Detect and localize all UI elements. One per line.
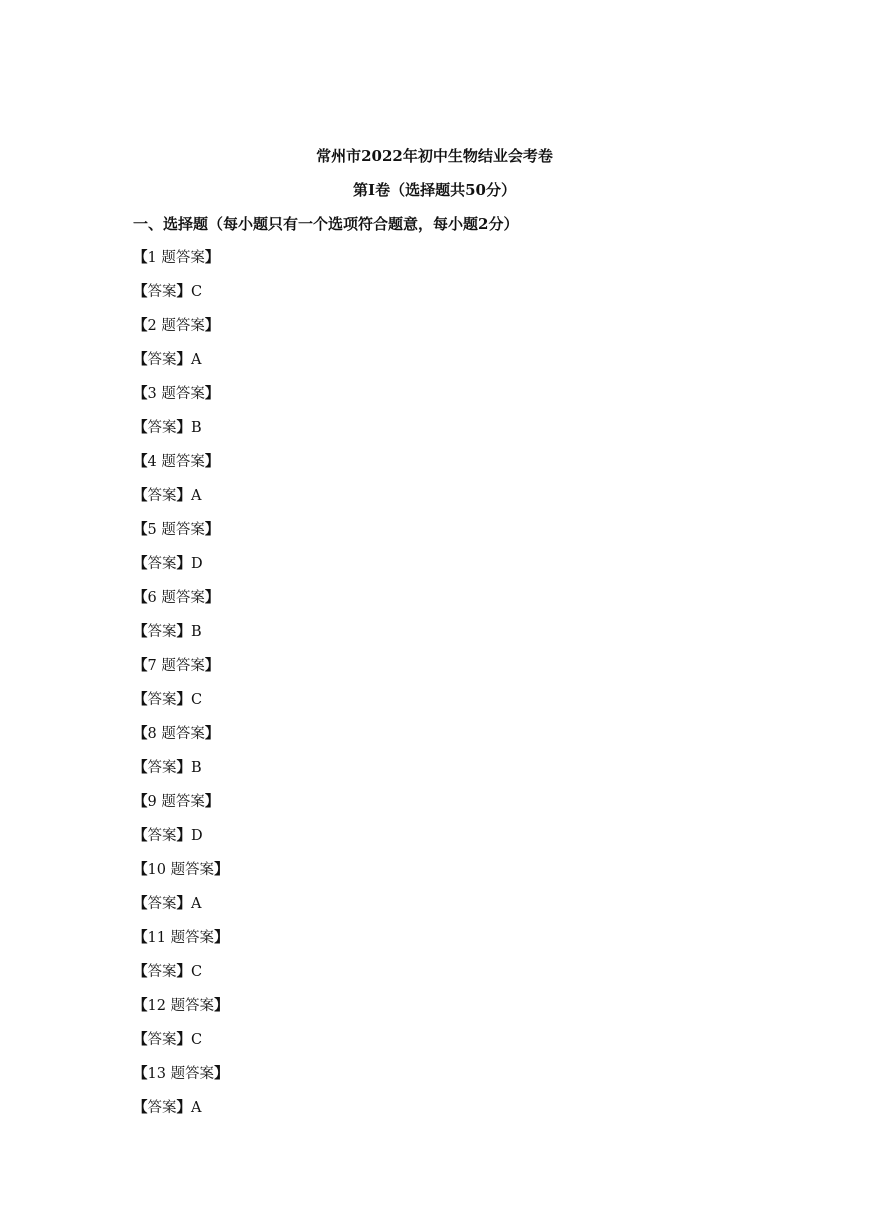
- bracket-close: 】: [176, 351, 191, 368]
- bracket-open: 【: [133, 385, 148, 402]
- bracket-open: 【: [133, 725, 148, 742]
- question-label: 题答案: [161, 522, 205, 538]
- bracket-close: 】: [204, 589, 220, 606]
- answer-value: C: [191, 692, 203, 708]
- question-label: 题答案: [161, 658, 205, 674]
- bracket-open: 【: [133, 929, 148, 946]
- bracket-open: 【: [133, 521, 148, 538]
- question-label: 题答案: [161, 590, 205, 606]
- question-heading-6: [133, 588, 229, 622]
- bracket-close: 】: [204, 249, 220, 266]
- question-label: 题答案: [161, 318, 205, 334]
- bracket-close: 】: [214, 997, 229, 1014]
- answer-value: A: [191, 896, 202, 912]
- answer-label: 答案: [147, 284, 177, 300]
- bracket-close: 】: [176, 419, 191, 436]
- bracket-close: 】: [176, 963, 191, 980]
- bracket-open: 【: [133, 997, 148, 1014]
- question-label: 题答案: [170, 998, 215, 1014]
- answer-value: C: [191, 964, 203, 980]
- page-subtitle: 第Ⅰ卷（选择题共50分）: [353, 181, 516, 199]
- answer-value: C: [191, 284, 203, 300]
- bracket-open: 【: [133, 827, 148, 844]
- answer-label: 答案: [147, 692, 177, 708]
- question-label: 题答案: [170, 862, 215, 878]
- answer-list: [133, 248, 229, 1132]
- bracket-open: 【: [133, 453, 148, 470]
- answer-label: 答案: [147, 760, 177, 776]
- question-label: 题答案: [170, 930, 215, 946]
- question-heading-11: [133, 928, 229, 962]
- bracket-close: 】: [204, 793, 220, 810]
- question-number: 9: [147, 794, 162, 810]
- answer-label: 答案: [147, 624, 177, 640]
- question-label: 题答案: [161, 250, 205, 266]
- bracket-close: 】: [176, 623, 191, 640]
- answer-line-12: [133, 1030, 229, 1064]
- bracket-open: 【: [133, 623, 148, 640]
- question-number: 11: [147, 930, 171, 946]
- bracket-close: 】: [214, 861, 229, 878]
- bracket-close: 】: [176, 759, 191, 776]
- question-heading-10: [133, 860, 229, 894]
- bracket-close: 】: [204, 385, 220, 402]
- bracket-close: 】: [176, 555, 191, 572]
- question-number: 10: [147, 862, 171, 878]
- question-number: 4: [147, 454, 162, 470]
- question-number: 1: [147, 250, 162, 266]
- answer-label: 答案: [147, 896, 177, 912]
- question-number: 5: [147, 522, 162, 538]
- question-number: 3: [147, 386, 162, 402]
- bracket-open: 【: [133, 419, 148, 436]
- bracket-close: 】: [176, 487, 191, 504]
- bracket-close: 】: [214, 929, 229, 946]
- bracket-close: 】: [176, 691, 191, 708]
- answer-line-5: [133, 554, 229, 588]
- answer-line-8: [133, 758, 229, 792]
- bracket-close: 】: [176, 1099, 191, 1116]
- bracket-close: 】: [176, 1031, 191, 1048]
- bracket-open: 【: [133, 317, 148, 334]
- answer-value: A: [191, 488, 202, 504]
- bracket-close: 】: [176, 827, 191, 844]
- bracket-close: 】: [176, 283, 191, 300]
- bracket-close: 】: [204, 725, 220, 742]
- answer-line-4: [133, 486, 229, 520]
- question-number: 12: [147, 998, 171, 1014]
- question-number: 13: [147, 1066, 171, 1082]
- answer-line-2: [133, 350, 229, 384]
- answer-label: 答案: [147, 828, 177, 844]
- bracket-open: 【: [133, 1099, 148, 1116]
- question-heading-4: [133, 452, 229, 486]
- answer-line-7: [133, 690, 229, 724]
- page-title: 常州市2022年初中生物结业会考卷: [316, 147, 553, 165]
- answer-line-11: [133, 962, 229, 996]
- bracket-close: 】: [204, 521, 220, 538]
- question-label: 题答案: [161, 794, 205, 810]
- bracket-open: 【: [133, 895, 148, 912]
- bracket-close: 】: [204, 657, 220, 674]
- answer-label: 答案: [147, 352, 177, 368]
- answer-value: D: [191, 556, 203, 572]
- answer-line-13: [133, 1098, 229, 1132]
- bracket-open: 【: [133, 759, 148, 776]
- bracket-close: 】: [204, 317, 220, 334]
- answer-value: C: [191, 1032, 203, 1048]
- answer-line-1: [133, 282, 229, 316]
- answer-value: A: [191, 352, 202, 368]
- question-label: 题答案: [161, 454, 205, 470]
- bracket-open: 【: [133, 283, 148, 300]
- bracket-open: 【: [133, 793, 148, 810]
- answer-value: B: [191, 760, 202, 776]
- bracket-open: 【: [133, 487, 148, 504]
- question-number: 2: [147, 318, 162, 334]
- bracket-close: 】: [214, 1065, 229, 1082]
- answer-label: 答案: [147, 488, 177, 504]
- section-heading: 一、选择题（每小题只有一个选项符合题意，每小题2分）: [133, 215, 519, 233]
- question-label: 题答案: [161, 726, 205, 742]
- question-number: 8: [147, 726, 162, 742]
- question-heading-12: [133, 996, 229, 1030]
- bracket-close: 】: [176, 895, 191, 912]
- question-heading-8: [133, 724, 229, 758]
- answer-value: B: [191, 420, 202, 436]
- bracket-open: 【: [133, 861, 148, 878]
- question-number: 6: [147, 590, 162, 606]
- answer-line-6: [133, 622, 229, 656]
- answer-line-10: [133, 894, 229, 928]
- bracket-open: 【: [133, 963, 148, 980]
- question-heading-1: [133, 248, 229, 282]
- question-label: 题答案: [161, 386, 205, 402]
- answer-value: B: [191, 624, 202, 640]
- question-number: 7: [147, 658, 162, 674]
- answer-label: 答案: [147, 964, 177, 980]
- answer-label: 答案: [147, 420, 177, 436]
- bracket-open: 【: [133, 351, 148, 368]
- question-heading-2: [133, 316, 229, 350]
- bracket-open: 【: [133, 589, 148, 606]
- answer-line-9: [133, 826, 229, 860]
- answer-line-3: [133, 418, 229, 452]
- question-heading-5: [133, 520, 229, 554]
- answer-value: D: [191, 828, 203, 844]
- question-heading-7: [133, 656, 229, 690]
- bracket-open: 【: [133, 1065, 148, 1082]
- question-heading-13: [133, 1064, 229, 1098]
- question-heading-3: [133, 384, 229, 418]
- answer-label: 答案: [147, 556, 177, 572]
- bracket-open: 【: [133, 657, 148, 674]
- question-heading-9: [133, 792, 229, 826]
- bracket-open: 【: [133, 691, 148, 708]
- answer-value: A: [191, 1100, 202, 1116]
- question-label: 题答案: [170, 1066, 215, 1082]
- answer-label: 答案: [147, 1100, 177, 1116]
- bracket-open: 【: [133, 249, 148, 266]
- bracket-open: 【: [133, 555, 148, 572]
- bracket-open: 【: [133, 1031, 148, 1048]
- bracket-close: 】: [204, 453, 220, 470]
- answer-label: 答案: [147, 1032, 177, 1048]
